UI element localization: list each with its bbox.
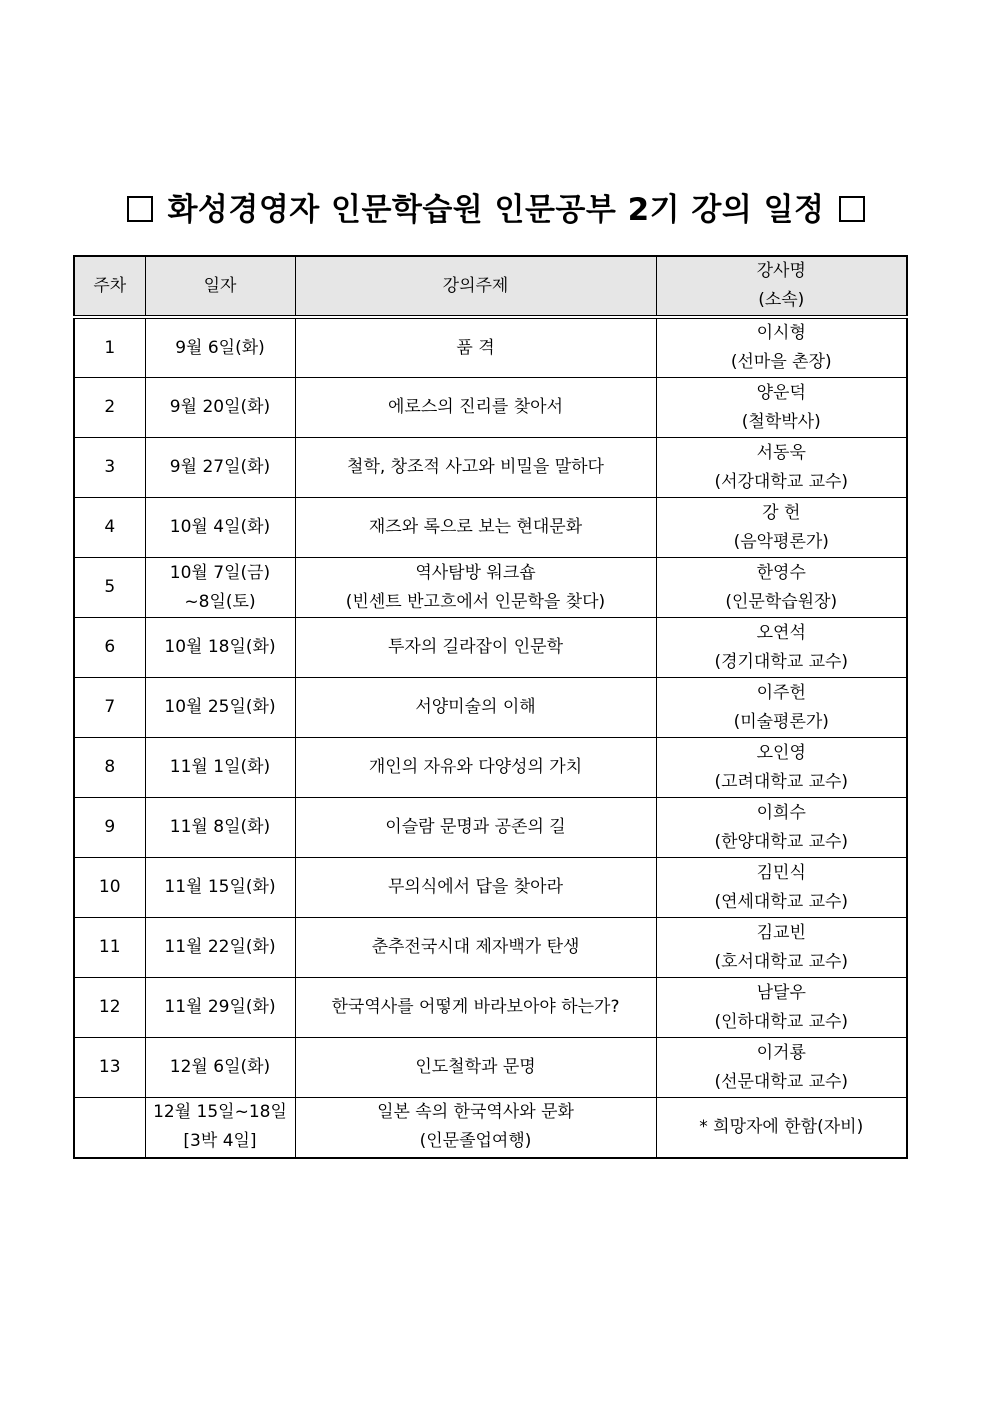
week-cell: 3 <box>74 438 145 498</box>
date-cell-line: 11월 22일(화) <box>164 937 276 957</box>
date-cell <box>145 1098 295 1158</box>
topic-cell-line: 한국역사를 어떻게 바라보아야 하는가? <box>331 997 620 1017</box>
topic-cell <box>295 317 656 378</box>
lecture-schedule-table <box>73 255 908 1159</box>
lecturer-cell <box>656 798 907 858</box>
date-cell-line: 11월 1일(화) <box>169 757 271 777</box>
lecturer-cell <box>656 558 907 618</box>
lecturer-cell <box>656 378 907 438</box>
checkbox-square-icon <box>839 196 865 222</box>
lecturer-cell-line: 오인영 <box>756 742 806 763</box>
topic-cell-line: 서양미술의 이해 <box>415 697 536 717</box>
week-cell: 5 <box>74 558 145 618</box>
lecturer-cell <box>656 918 907 978</box>
date-cell <box>145 798 295 858</box>
week-cell: 8 <box>74 738 145 798</box>
lecturer-cell-line: 이시형 <box>756 323 806 343</box>
title-text: 화성경영자 인문학습원 인문공부 2기 강의 일정 <box>167 192 825 228</box>
lecturer-cell-line: (선문대학교 교수) <box>714 1071 849 1092</box>
topic-cell-line: (인문졸업여행) <box>419 1131 532 1152</box>
header-lecturer-affiliation: (소속) <box>758 290 805 310</box>
lecturer-cell-line: (연세대학교 교수) <box>714 891 849 912</box>
page-title <box>0 184 992 229</box>
topic-cell <box>295 618 656 678</box>
week-cell: 2 <box>74 378 145 438</box>
checkbox-square-icon <box>127 196 153 222</box>
date-cell-line: 10월 25일(화) <box>164 697 276 717</box>
topic-cell <box>295 498 656 558</box>
date-cell-line: 11월 29일(화) <box>164 997 276 1017</box>
header-date: 일자 <box>145 256 295 317</box>
table-row <box>74 978 907 1038</box>
lecturer-cell-line: * 희망자에 한함(자비) <box>699 1116 864 1137</box>
date-cell <box>145 378 295 438</box>
header-topic: 강의주제 <box>295 256 656 317</box>
table-row <box>74 438 907 498</box>
lecturer-cell-line: (서강대학교 교수) <box>714 471 849 492</box>
lecturer-cell-line: (인하대학교 교수) <box>714 1011 849 1032</box>
topic-cell <box>295 1038 656 1098</box>
lecturer-cell <box>656 317 907 378</box>
week-cell: 1 <box>74 317 145 378</box>
topic-cell-line: 에로스의 진리를 찾아서 <box>387 397 564 417</box>
date-cell <box>145 498 295 558</box>
topic-cell-line: 역사탐방 워크숍 <box>415 562 536 583</box>
lecturer-cell-line: (호서대학교 교수) <box>714 951 849 972</box>
table-row <box>74 618 907 678</box>
header-lecturer <box>656 256 907 317</box>
week-cell: 4 <box>74 498 145 558</box>
week-cell: 10 <box>74 858 145 918</box>
topic-cell-line: 일본 속의 한국역사와 문화 <box>377 1102 574 1123</box>
lecturer-cell-line: 이주헌 <box>756 682 806 703</box>
topic-cell <box>295 978 656 1038</box>
date-cell <box>145 618 295 678</box>
date-cell-line: [3박 4일] <box>183 1131 257 1152</box>
date-cell-line: 12월 15일~18일 <box>153 1102 287 1123</box>
date-cell <box>145 1038 295 1098</box>
lecturer-cell <box>656 1098 907 1158</box>
topic-cell <box>295 558 656 618</box>
table-row <box>74 498 907 558</box>
table-header-row <box>74 256 907 317</box>
topic-cell-line: 무의식에서 답을 찾아라 <box>387 877 564 897</box>
table-row <box>74 918 907 978</box>
date-cell-line: 9월 20일(화) <box>169 397 271 417</box>
date-cell <box>145 858 295 918</box>
table-row <box>74 738 907 798</box>
topic-cell <box>295 738 656 798</box>
lecturer-cell <box>656 858 907 918</box>
topic-cell-line: 인도철학과 문명 <box>415 1057 536 1077</box>
lecturer-cell-line: (한양대학교 교수) <box>714 831 849 852</box>
lecturer-cell-line: (고려대학교 교수) <box>714 771 849 792</box>
lecturer-cell-line: 김민식 <box>756 862 806 883</box>
lecturer-cell <box>656 438 907 498</box>
date-cell <box>145 438 295 498</box>
date-cell-line: 9월 27일(화) <box>169 457 271 477</box>
date-cell-line: 11월 15일(화) <box>164 877 276 897</box>
lecturer-cell-line: 김교빈 <box>756 922 806 943</box>
week-cell: 11 <box>74 918 145 978</box>
topic-cell-line: 품 격 <box>456 337 495 358</box>
topic-cell-line: 이슬람 문명과 공존의 길 <box>385 817 566 837</box>
lecturer-cell-line: 이거룡 <box>756 1042 806 1063</box>
topic-cell <box>295 918 656 978</box>
topic-cell <box>295 1098 656 1158</box>
lecturer-cell <box>656 738 907 798</box>
lecturer-cell-line: 오연석 <box>756 622 806 643</box>
date-cell <box>145 918 295 978</box>
date-cell <box>145 738 295 798</box>
table-row <box>74 678 907 738</box>
week-cell: 7 <box>74 678 145 738</box>
header-lecturer-name: 강사명 <box>756 261 806 281</box>
lecturer-cell-line: 남달우 <box>756 982 806 1003</box>
topic-cell <box>295 438 656 498</box>
lecturer-cell-line: (미술평론가) <box>733 711 829 732</box>
lecturer-cell-line: (철학박사) <box>741 411 821 432</box>
date-cell-line: 10월 7일(금) <box>169 562 271 583</box>
table-row <box>74 1038 907 1098</box>
table-row <box>74 558 907 618</box>
lecturer-cell-line: 양운덕 <box>756 382 806 403</box>
date-cell <box>145 317 295 378</box>
topic-cell <box>295 378 656 438</box>
table-row <box>74 858 907 918</box>
topic-cell <box>295 858 656 918</box>
date-cell-line: 10월 4일(화) <box>169 517 271 537</box>
table-row <box>74 317 907 378</box>
lecturer-cell <box>656 678 907 738</box>
date-cell-line: 9월 6일(화) <box>175 337 265 358</box>
topic-cell-line: 춘추전국시대 제자백가 탄생 <box>371 937 580 957</box>
date-cell-line: 11월 8일(화) <box>169 817 271 837</box>
week-cell <box>74 1098 145 1158</box>
lecturer-cell <box>656 498 907 558</box>
lecturer-cell <box>656 618 907 678</box>
lecturer-cell-line: 한영수 <box>756 562 806 583</box>
week-cell: 12 <box>74 978 145 1038</box>
date-cell <box>145 678 295 738</box>
topic-cell <box>295 798 656 858</box>
week-cell: 6 <box>74 618 145 678</box>
topic-cell-line: 개인의 자유와 다양성의 가치 <box>368 757 583 777</box>
lecturer-cell-line: (경기대학교 교수) <box>714 651 849 672</box>
date-cell-line: 12월 6일(화) <box>169 1057 271 1077</box>
lecturer-cell-line: 이희수 <box>756 802 806 823</box>
lecturer-cell <box>656 1038 907 1098</box>
topic-cell-line: 재즈와 록으로 보는 현대문화 <box>368 517 583 537</box>
week-cell: 13 <box>74 1038 145 1098</box>
table-row <box>74 798 907 858</box>
lecturer-cell-line: (선마을 촌장) <box>730 352 832 372</box>
date-cell-line: 10월 18일(화) <box>164 637 276 657</box>
lecturer-cell-line: 서동욱 <box>756 442 806 463</box>
topic-cell-line: 투자의 길라잡이 인문학 <box>387 637 564 657</box>
date-cell-line: ~8일(토) <box>184 591 256 612</box>
lecturer-cell-line: (인문학습원장) <box>725 591 838 612</box>
lecturer-cell-line: (음악평론가) <box>733 531 829 552</box>
lecturer-cell-line: 강 헌 <box>762 502 801 523</box>
date-cell <box>145 978 295 1038</box>
topic-cell-line: (빈센트 반고흐에서 인문학을 찾다) <box>345 591 606 612</box>
lecturer-cell <box>656 978 907 1038</box>
date-cell <box>145 558 295 618</box>
table-row <box>74 378 907 438</box>
header-week: 주차 <box>74 256 145 317</box>
topic-cell <box>295 678 656 738</box>
table-row <box>74 1098 907 1158</box>
topic-cell-line: 철학, 창조적 사고와 비밀을 말하다 <box>347 457 604 477</box>
week-cell: 9 <box>74 798 145 858</box>
